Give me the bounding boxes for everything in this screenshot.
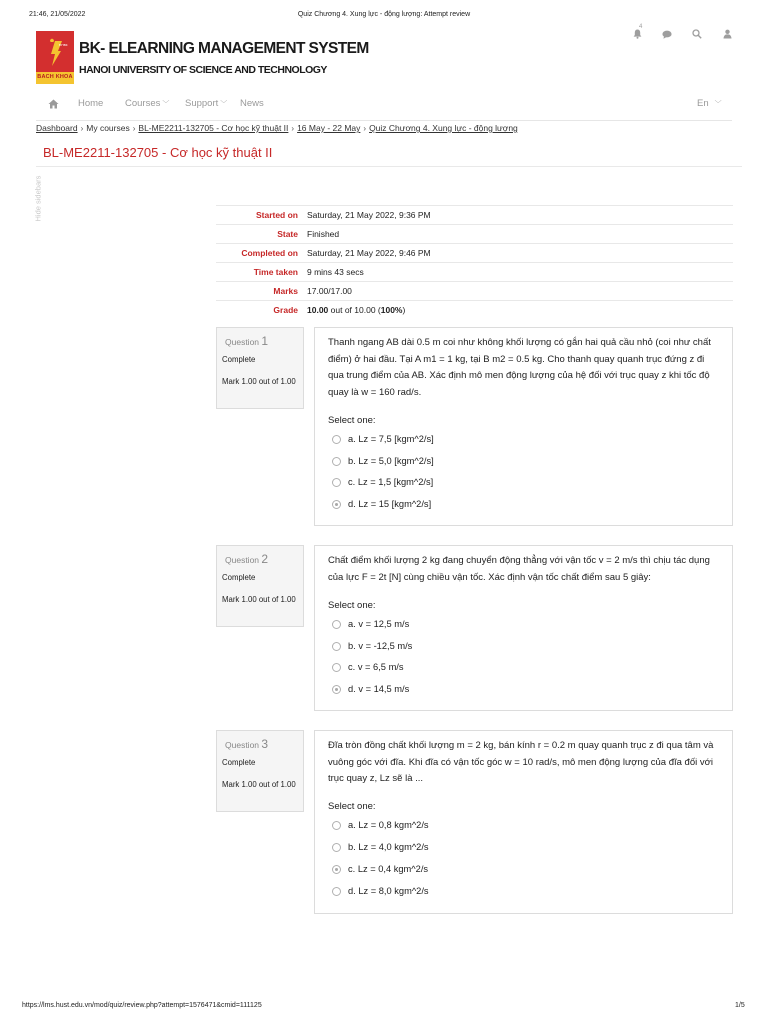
print-page-title: Quiz Chương 4. Xung lực - động lượng: Attempt review — [297, 11, 471, 18]
breadcrumb-quiz[interactable]: Quiz Chương 4. Xung lực - động lượng — [369, 123, 518, 133]
question-mark: Mark 1.00 out of 1.00 — [222, 377, 296, 386]
chevron-down-icon: ﹀ — [218, 101, 228, 108]
answer-label: b. Lz = 5,0 [kgm^2/s] — [348, 456, 434, 466]
answer-label: d. Lz = 8,0 kgm^2/s — [348, 886, 429, 896]
radio-button-checked[interactable] — [332, 685, 341, 694]
answer-label: d. v = 14,5 m/s — [348, 684, 410, 694]
question-number — [225, 737, 268, 751]
radio-button[interactable] — [332, 478, 341, 487]
breadcrumb-course[interactable]: BL-ME2211-132705 - Cơ học kỹ thuật II — [138, 123, 289, 133]
answer-option[interactable] — [332, 619, 409, 629]
radio-button[interactable] — [332, 435, 341, 444]
summary-label: Marks — [273, 286, 298, 296]
summary-row-grade — [216, 300, 733, 319]
answer-option[interactable] — [332, 434, 434, 444]
question-content-3 — [314, 730, 733, 914]
language-selector[interactable] — [697, 98, 722, 109]
nav-news[interactable]: News — [240, 98, 264, 109]
answer-option-selected[interactable] — [332, 499, 431, 509]
summary-label: Time taken — [253, 267, 298, 277]
language-label: En — [697, 98, 709, 109]
breadcrumb-week[interactable]: 16 May - 22 May — [297, 123, 361, 133]
university-logo[interactable] — [36, 31, 74, 84]
header-actions — [622, 26, 742, 42]
question-content-1 — [314, 327, 733, 526]
summary-label: Completed on — [241, 248, 298, 258]
grade-percent: 100% — [380, 305, 403, 315]
question-content-2 — [314, 545, 733, 711]
summary-row-state — [216, 224, 733, 243]
question-num-value: 1 — [261, 334, 269, 348]
question-info-1 — [216, 327, 304, 409]
svg-text:ĐHBK: ĐHBK — [59, 43, 68, 47]
answer-option[interactable] — [332, 842, 429, 852]
radio-button[interactable] — [332, 642, 341, 651]
question-num-value: 3 — [261, 737, 269, 751]
chat-icon[interactable] — [652, 26, 682, 42]
notification-count: 4 — [639, 24, 643, 30]
answer-label: c. Lz = 1,5 [kgm^2/s] — [348, 477, 434, 487]
chevron-right-icon: › — [132, 124, 136, 133]
summary-label: Grade — [273, 305, 298, 315]
summary-value: Finished — [307, 229, 340, 239]
summary-label: Started on — [255, 210, 298, 220]
print-datetime: 21:46, 21/05/2022 — [29, 11, 86, 18]
question-num-value: 2 — [261, 552, 269, 566]
nav-support[interactable] — [185, 98, 227, 109]
radio-button[interactable] — [332, 457, 341, 466]
answer-option[interactable] — [332, 641, 412, 651]
search-icon[interactable] — [682, 26, 712, 42]
answer-label: b. Lz = 4,0 kgm^2/s — [348, 842, 429, 852]
answer-label: a. v = 12,5 m/s — [348, 619, 410, 629]
question-state: Complete — [222, 355, 256, 364]
breadcrumb-dashboard[interactable]: Dashboard — [36, 123, 78, 133]
question-label: Question — [225, 337, 260, 347]
summary-value: 9 mins 43 secs — [307, 267, 364, 277]
nav-home[interactable]: Home — [78, 98, 104, 109]
attempt-summary-table — [216, 205, 733, 319]
radio-button[interactable] — [332, 887, 341, 896]
answer-option[interactable] — [332, 477, 433, 487]
question-text: Đĩa tròn đồng chất khối lượng m = 2 kg, bán kính r = 0.2 m quay quanh trục z đi qua tâm và vuông góc với đĩa. Khi đĩa có vận tốc góc w = 10 rad/s, mô men động lượng của đĩa đối với trục quay z, Lz sẽ là ... — [328, 740, 714, 784]
grade-value: 10.00 — [307, 305, 329, 315]
summary-row-started-on — [216, 205, 733, 224]
radio-button[interactable] — [332, 663, 341, 672]
nav-support-label: Support — [185, 98, 219, 109]
question-info-3 — [216, 730, 304, 812]
question-number — [225, 334, 268, 348]
summary-row-marks — [216, 281, 733, 300]
hide-sidebars-label: Hide sidebars — [33, 175, 43, 222]
chevron-right-icon: › — [363, 124, 367, 133]
radio-button-checked[interactable] — [332, 865, 341, 874]
answer-option[interactable] — [332, 886, 429, 896]
summary-row-time-taken — [216, 262, 733, 281]
answer-label: a. Lz = 0,8 kgm^2/s — [348, 820, 429, 830]
navbar-divider — [36, 120, 732, 121]
question-text: Chất điểm khối lượng 2 kg đang chuyển động thẳng với vận tốc v = 2 m/s thì chịu tác dụng của lực F = 2t [N] cùng chiều vận tốc. Xác định vận tốc chất điểm sau 5 giây: — [328, 555, 710, 583]
answer-label: d. Lz = 15 [kgm^2/s] — [348, 499, 432, 509]
summary-value: 17.00/17.00 — [307, 286, 352, 296]
bell-icon[interactable] — [622, 26, 652, 42]
print-url: https://lms.hust.edu.vn/mod/quiz/review.php?attempt=1576471&cmid=111125 — [22, 1002, 262, 1009]
question-label: Question — [225, 740, 260, 750]
question-state: Complete — [222, 573, 256, 582]
summary-value: Saturday, 21 May 2022, 9:36 PM — [307, 210, 431, 220]
answer-option[interactable] — [332, 662, 404, 672]
summary-row-completed-on — [216, 243, 733, 262]
site-subtitle: HANOI UNIVERSITY OF SCIENCE AND TECHNOLOGY — [79, 64, 327, 76]
nav-courses[interactable] — [125, 98, 169, 109]
user-icon[interactable] — [712, 26, 742, 42]
question-mark: Mark 1.00 out of 1.00 — [222, 780, 296, 789]
select-one-label: Select one: — [328, 801, 376, 812]
main-navbar — [36, 94, 732, 116]
question-mark: Mark 1.00 out of 1.00 — [222, 595, 296, 604]
summary-value: Saturday, 21 May 2022, 9:46 PM — [307, 248, 431, 258]
print-page-number: 1/5 — [735, 1002, 745, 1009]
question-text: Thanh ngang AB dài 0.5 m coi như không khối lượng có gắn hai quả cầu nhỏ (coi như chất điểm) ở hai đầu. Tại A m1 = 1 kg, tại B m2 = 0.5 kg. Cho thanh quay quanh trục đứng z đi qua trung điểm của AB. Xác định mô men động lượng của hệ đối với trục quay z khi tốc độ quay là w = 160 rad/s. — [328, 337, 711, 398]
answer-label: b. v = -12,5 m/s — [348, 641, 413, 651]
select-one-label: Select one: — [328, 415, 376, 426]
question-state: Complete — [222, 758, 256, 767]
chevron-down-icon: ﹀ — [714, 101, 722, 108]
radio-button[interactable] — [332, 620, 341, 629]
answer-option[interactable] — [332, 456, 434, 466]
breadcrumb — [36, 123, 518, 133]
question-info-2 — [216, 545, 304, 627]
chevron-right-icon: › — [291, 124, 295, 133]
logo-emblem-icon — [46, 37, 68, 67]
grade-out-of: out of 10.00 ( — [328, 305, 381, 315]
logo-caption: BACH KHOA — [37, 74, 73, 80]
chevron-right-icon: › — [80, 124, 84, 133]
radio-button[interactable] — [332, 821, 341, 830]
home-icon[interactable] — [48, 99, 59, 109]
select-one-label: Select one: — [328, 600, 376, 611]
summary-label: State — [277, 229, 298, 239]
answer-option-selected[interactable] — [332, 864, 428, 874]
question-number — [225, 552, 268, 566]
radio-button-checked[interactable] — [332, 500, 341, 509]
summary-value — [307, 305, 405, 315]
answer-label: a. Lz = 7,5 [kgm^2/s] — [348, 434, 434, 444]
answer-option[interactable] — [332, 820, 429, 830]
answer-option-selected[interactable] — [332, 684, 409, 694]
nav-courses-label: Courses — [125, 98, 161, 109]
hide-sidebars-toggle[interactable] — [33, 172, 43, 222]
site-title[interactable]: BK- ELEARNING MANAGEMENT SYSTEM — [79, 40, 369, 57]
breadcrumb-my-courses[interactable]: My courses — [86, 123, 130, 133]
radio-button[interactable] — [332, 843, 341, 852]
question-label: Question — [225, 555, 260, 565]
title-divider — [36, 166, 742, 167]
answer-label: c. Lz = 0,4 kgm^2/s — [348, 864, 429, 874]
course-title: BL-ME2211-132705 - Cơ học kỹ thuật II — [43, 145, 273, 160]
answer-label: c. v = 6,5 m/s — [348, 662, 404, 672]
grade-close: ) — [402, 305, 406, 315]
chevron-down-icon: ﹀ — [160, 101, 170, 108]
